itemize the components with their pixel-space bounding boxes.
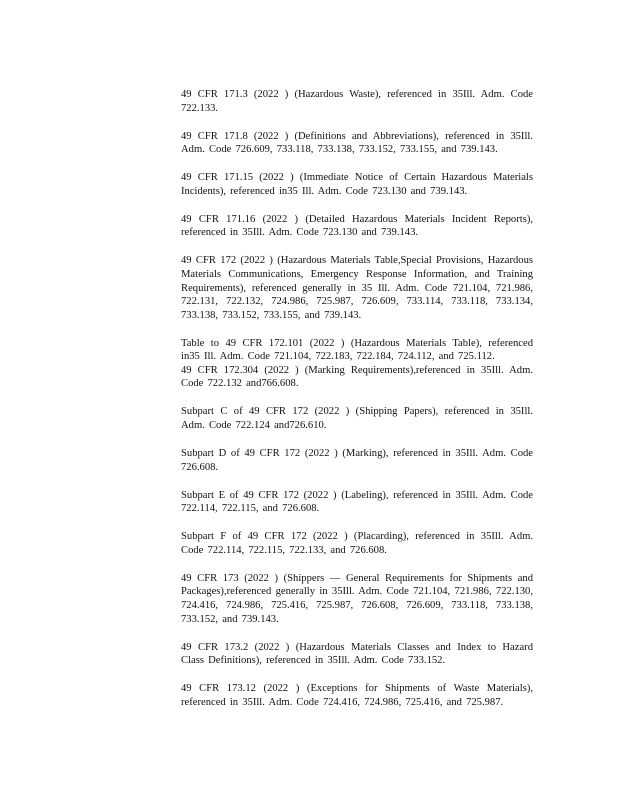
reference-entry: 49 CFR 172.304 (2022 ) (Marking Requirements),referenced in 35Ill. Adm. Code 722.132 and766.608.	[181, 364, 533, 390]
reference-entry: Subpart C of 49 CFR 172 (2022 ) (Shipping Papers), referenced in 35Ill. Adm. Code 722.124 and726.610.	[181, 406, 533, 432]
reference-entry: 49 CFR 171.16 (2022 ) (Detailed Hazardous Materials Incident Reports), referenced in 35Ill. Adm. Code 723.130 and 739.143.	[181, 213, 533, 239]
reference-entry: 49 CFR 173 (2022 ) (Shippers — General Requirements for Shipments and Packages),referenced generally in 35Ill. Adm. Code 721.104, 721.986, 722.130, 724.416, 724.986, 725.416, 725.987, 726.608, 726.609, 733.118, 733.138, 733.152, and 739.143.	[181, 572, 533, 625]
reference-entry: 49 CFR 172 (2022 ) (Hazardous Materials Table,Special Provisions, Hazardous Materials Communications, Emergency Response Information, and Training Requirements), referenced generally in 35 Ill. Adm. Code 721.104, 721.986, 722.131, 722.132, 724.986, 725.987, 726.609, 733.114, 733.118, 733.134, 733.138, 733.152, 733.155, and 739.143.	[181, 255, 533, 321]
reference-entry: 49 CFR 171.3 (2022 ) (Hazardous Waste), referenced in 35Ill. Adm. Code 722.133.	[181, 89, 533, 114]
reference-entry: 49 CFR 171.15 (2022 ) (Immediate Notice of Certain Hazardous Materials Incidents), referenced in35 Ill. Adm. Code 723.130 and 739.143.	[181, 172, 533, 197]
reference-entry: 49 CFR 171.8 (2022 ) (Definitions and Abbreviations), referenced in 35Ill. Adm. Code 726.609, 733.118, 733.138, 733.152, 733.155, and 739.143.	[181, 130, 533, 156]
reference-entry: Subpart E of 49 CFR 172 (2022 ) (Labeling), referenced in 35Ill. Adm. Code 722.114, 722.115, and 726.608.	[181, 489, 533, 515]
reference-entry: 49 CFR 173.12 (2022 ) (Exceptions for Shipments of Waste Materials), referenced in 35Ill. Adm. Code 724.416, 724.986, 725.416, and 725.987.	[181, 683, 533, 708]
document-page	[181, 88, 533, 724]
reference-entry: Table to 49 CFR 172.101 (2022 ) (Hazardous Materials Table), referenced in35 Ill. Adm. Code 721.104, 722.183, 722.184, 724.112, and 725.112.	[181, 337, 533, 363]
reference-entry: Subpart F of 49 CFR 172 (2022 ) (Placarding), referenced in 35Ill. Adm. Code 722.114, 722.115, 722.133, and 726.608.	[181, 531, 533, 556]
reference-entry: Subpart D of 49 CFR 172 (2022 ) (Marking), referenced in 35Ill. Adm. Code 726.608.	[181, 448, 533, 473]
reference-entry: 49 CFR 173.2 (2022 ) (Hazardous Materials Classes and Index to Hazard Class Definitions), referenced in 35Ill. Adm. Code 733.152.	[181, 641, 533, 667]
